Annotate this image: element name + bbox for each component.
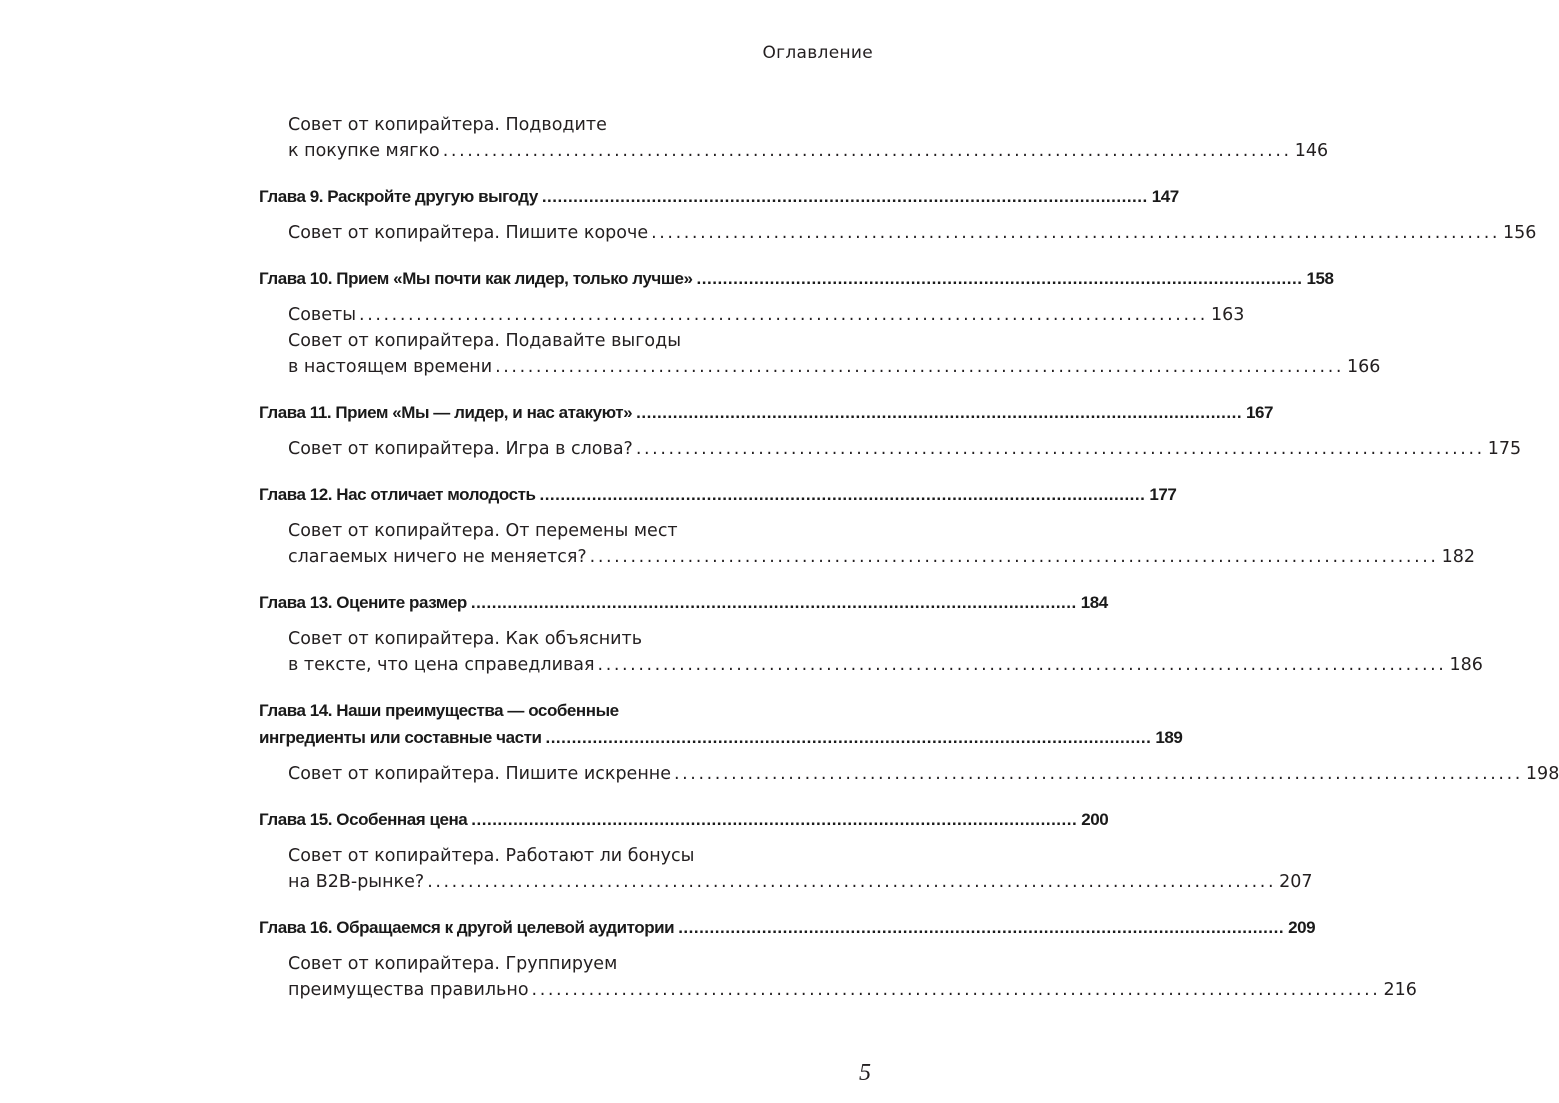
page-number: 158 [1306,269,1334,288]
toc-entry-chapter [259,589,1108,616]
dot-leader: ........................................................................................................ [597,655,1447,675]
dot-leader: ........................................................................................................ [442,141,1292,161]
entry-title-line: Совет от копирайтера. Пишите искренне [288,764,671,784]
entry-title-line: ингредиенты или составные части [259,728,542,747]
entry-title-line: Совет от копирайтера. Подводите [288,115,607,135]
entry-title-line: Совет от копирайтера. Подавайте выгоды [288,331,682,351]
entry-title-line: слагаемых ничего не меняется? [288,547,587,567]
toc-entry-tip [259,220,1537,246]
page-number: 200 [1081,810,1109,829]
dot-leader: .................................................................................................................... [545,728,1152,747]
entry-title-line: Глава 9. Раскройте другую выгоду [259,187,538,206]
page-number: 209 [1288,918,1316,937]
entry-title-line: Совет от копирайтера. Игра в слова? [288,439,633,459]
dot-leader: ........................................................................................................ [635,439,1485,459]
entry-title-line: в тексте, что цена справедливая [288,655,595,675]
dot-leader: ........................................................................................................ [495,357,1345,377]
page-number: 177 [1149,485,1177,504]
entry-title-line: на B2B-рынке? [288,872,425,892]
entry-title-line: к покупке мягко [288,141,440,161]
toc-entry-tip [259,626,1483,678]
dot-leader: ........................................................................................................ [651,223,1501,243]
page-number-footer: 5 [859,1060,871,1086]
entry-title-line: Совет от копирайтера. Как объяснить [288,629,643,649]
entry-title-line: Совет от копирайтера. Пишите короче [288,223,649,243]
toc-entry-tip [259,328,1381,380]
dot-leader: .................................................................................................................... [471,810,1078,829]
toc-entry-tip [259,436,1522,462]
toc-entry-chapter [259,399,1274,426]
page-number: 167 [1246,403,1274,422]
page-number: 184 [1080,593,1108,612]
entry-title-line: Глава 15. Особенная цена [259,810,468,829]
dot-leader: .................................................................................................................... [678,918,1285,937]
toc-entry-tip [259,951,1417,1003]
toc-entry-tip [259,843,1313,895]
page-number: 207 [1279,872,1313,892]
entry-title-line: Глава 10. Прием «Мы почти как лидер, только лучше» [259,269,693,288]
entry-title-line: преимущества правильно [288,980,529,1000]
page-number: 186 [1449,655,1483,675]
dot-leader: ........................................................................................................ [531,980,1381,1000]
page-number: 146 [1294,141,1329,161]
toc-entry-chapter [259,265,1334,292]
table-of-contents [259,112,1559,1003]
entry-title-line: в настоящем времени [288,357,493,377]
toc-entry-tip [259,761,1559,787]
toc-entry-tip [259,302,1245,328]
dot-leader: .................................................................................................................... [696,269,1303,288]
toc-entry-chapter [259,183,1179,210]
toc-entry-chapter [259,914,1316,941]
page-number: 175 [1487,439,1522,459]
page-number: 189 [1155,728,1183,747]
entry-title-line: Совет от копирайтера. Работают ли бонусы [288,846,695,866]
page-number: 166 [1347,357,1381,377]
dot-leader: .................................................................................................................... [470,593,1077,612]
dot-leader: ........................................................................................................ [359,305,1208,325]
dot-leader: .................................................................................................................... [636,403,1243,422]
page-number: 147 [1151,187,1179,206]
dot-leader: ........................................................................................................ [673,764,1523,784]
entry-title-line: Глава 14. Наши преимущества — особенные [259,701,619,720]
page-number: 198 [1525,764,1559,784]
toc-entry-chapter [259,806,1109,833]
page-number: 156 [1503,223,1537,243]
entry-title-line: Совет от копирайтера. Группируем [288,954,618,974]
toc-entry-chapter [259,697,1183,751]
toc-entry-tip [259,518,1475,570]
entry-title-line: Глава 16. Обращаемся к другой целевой аудитории [259,918,675,937]
dot-leader: ........................................................................................................ [427,872,1277,892]
dot-leader: .................................................................................................................... [541,187,1148,206]
toc-entry-chapter [259,481,1177,508]
page-number: 182 [1441,547,1475,567]
running-head: Оглавление [762,43,873,63]
entry-title-line: Глава 13. Оцените размер [259,593,467,612]
dot-leader: .................................................................................................................... [539,485,1146,504]
entry-title-line: Советы [288,305,357,325]
page-number: 163 [1210,305,1245,325]
page-number: 216 [1383,980,1417,1000]
entry-title-line: Глава 11. Прием «Мы — лидер, и нас атакуют» [259,403,633,422]
dot-leader: ........................................................................................................ [589,547,1439,567]
entry-title-line: Совет от копирайтера. От перемены мест [288,521,678,541]
entry-title-line: Глава 12. Нас отличает молодость [259,485,536,504]
toc-entry-tip [259,112,1329,164]
